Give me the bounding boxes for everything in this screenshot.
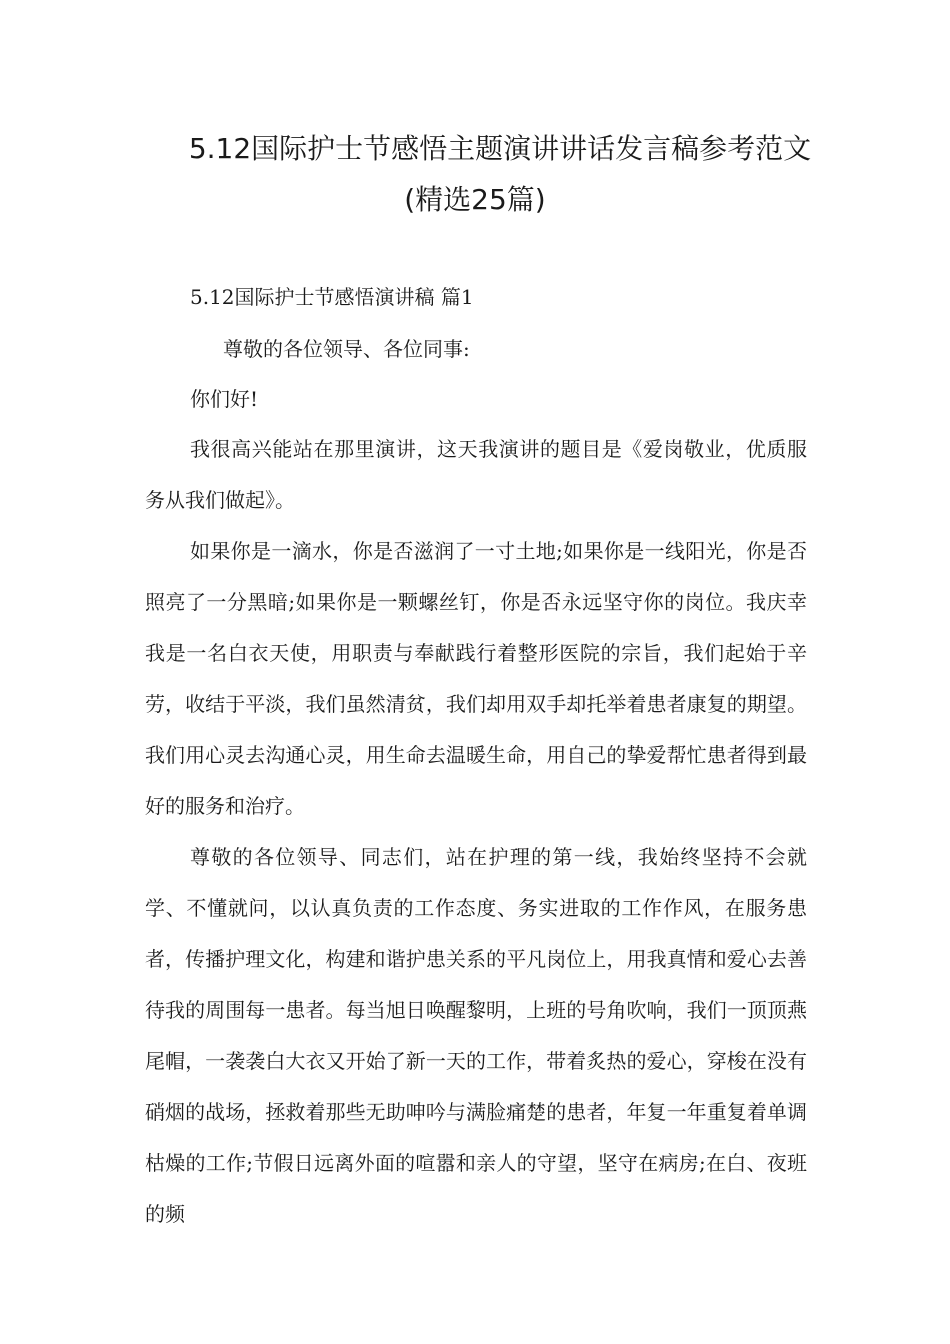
document-title-line-1: 5.12国际护士节感悟主题演讲讲话发言稿参考范文 [188, 132, 812, 165]
body-paragraph-3: 尊敬的各位领导、同志们，站在护理的第一线，我始终坚持不会就学、不懂就问，以认真负责的工作态度、务实进取的工作作风，在服务患者，传播护理文化，构建和谐护患关系的平凡岗位上，用我真情和爱心去善待我的周围每一患者。每当旭日唤醒黎明，上班的号角吹响，我们一顶顶燕尾帽，一袭袭白大衣又开始了新一天的工作，带着炙热的爱心，穿梭在没有硝烟的战场，拯救着那些无助呻吟与满脸痛楚的患者，年复一年重复着单调枯燥的工作;节假日远离外面的喧嚣和亲人的守望，坚守在病房;在白、夜班的频 [145, 845, 807, 1226]
salutation: 尊敬的各位领导、各位同事: [223, 337, 470, 361]
body-paragraph-2: 如果你是一滴水，你是否滋润了一寸土地;如果你是一线阳光，你是否照亮了一分黑暗;如果你是一颗螺丝钉，你是否永远坚守你的岗位。我庆幸我是一名白衣天使，用职责与奉献践行着整形医院的宗旨，我们起始于辛劳，收结于平淡，我们虽然清贫，我们却用双手却托举着患者康复的期望。我们用心灵去沟通心灵，用生命去温暖生命，用自己的挚爱帮忙患者得到最好的服务和治疗。 [145, 539, 807, 818]
document-title-line-2: (精选25篇) [404, 183, 546, 216]
greeting: 你们好! [190, 387, 259, 411]
section-heading: 5.12国际护士节感悟演讲稿 篇1 [190, 285, 474, 309]
body-paragraph-1: 我很高兴能站在那里演讲，这天我演讲的题目是《爱岗敬业，优质服务从我们做起》。 [145, 437, 807, 512]
